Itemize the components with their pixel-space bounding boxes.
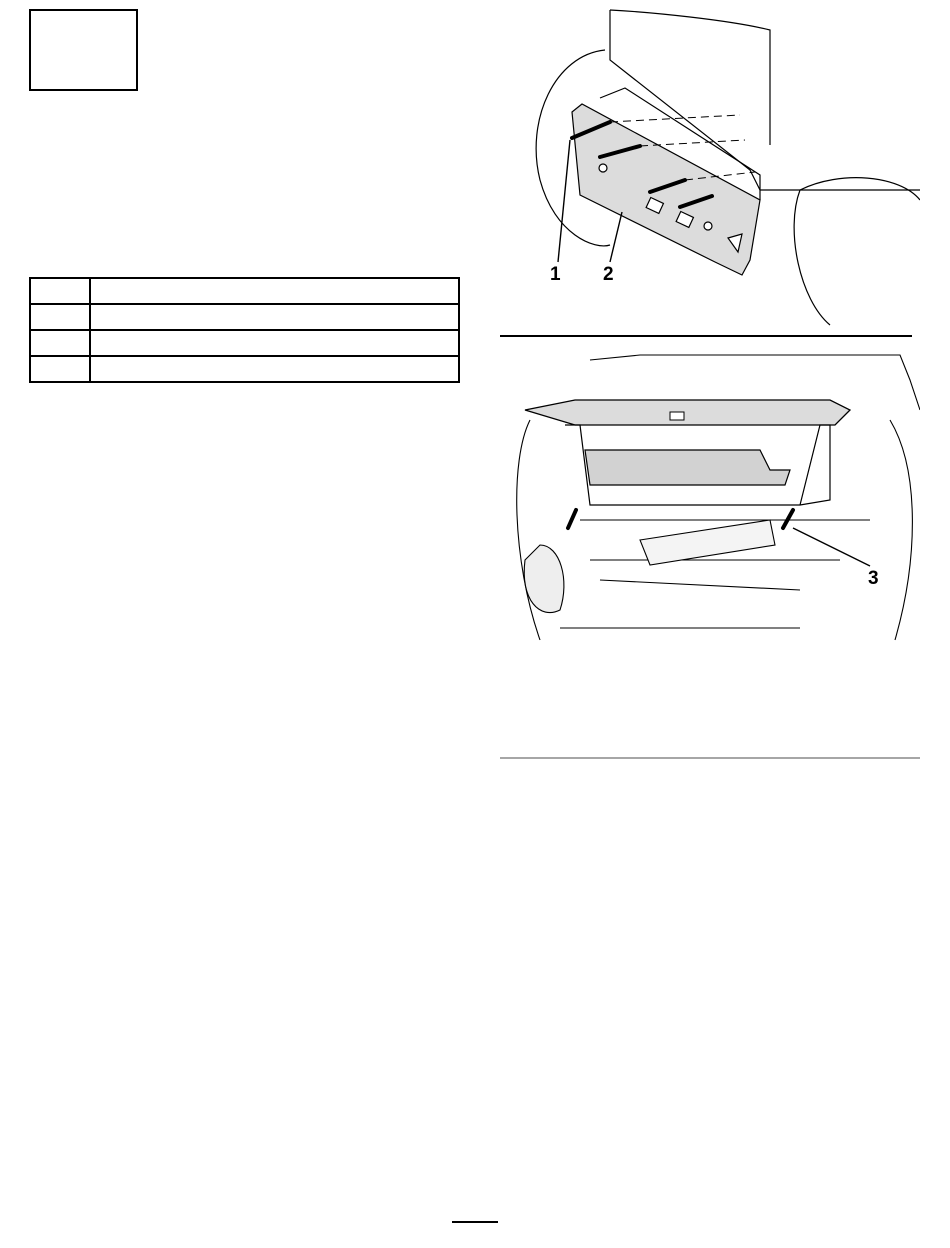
alignment-line [610,115,740,122]
table-cell-desc [90,304,459,330]
callout-label-3: 3 [868,568,879,589]
alignment-line [640,140,745,146]
callout-leader-2 [610,212,622,262]
table-row [30,304,459,330]
bottom-plate-slot [670,412,684,420]
bolt [783,510,793,528]
top-hood-edge [610,10,770,145]
table-cell-num [30,278,90,304]
top-bracket-plate [572,104,760,275]
callout-leader-1 [558,140,570,262]
top-bracket-hole [599,164,607,172]
step-number-box [29,9,138,91]
page-number-rule [452,1221,498,1223]
installation-figure [500,0,920,760]
table-cell-desc [90,278,459,304]
table-row [30,356,459,382]
table-cell-num [30,304,90,330]
top-rear-wheel [794,178,920,325]
bottom-hub-left [524,545,564,613]
bolt [568,510,576,528]
parts-table [29,277,460,383]
callout-label-1: 1 [550,264,561,285]
table-cell-desc [90,356,459,382]
bottom-right-wheel [890,420,912,640]
table-cell-num [30,356,90,382]
table-row [30,330,459,356]
table-cell-num [30,330,90,356]
bottom-bracket-panel [585,450,790,485]
top-bracket-hole [704,222,712,230]
bottom-front-plate [525,400,850,425]
table-row [30,278,459,304]
table-cell-desc [90,330,459,356]
callout-label-2: 2 [603,264,614,285]
bottom-cylinder [640,520,775,565]
